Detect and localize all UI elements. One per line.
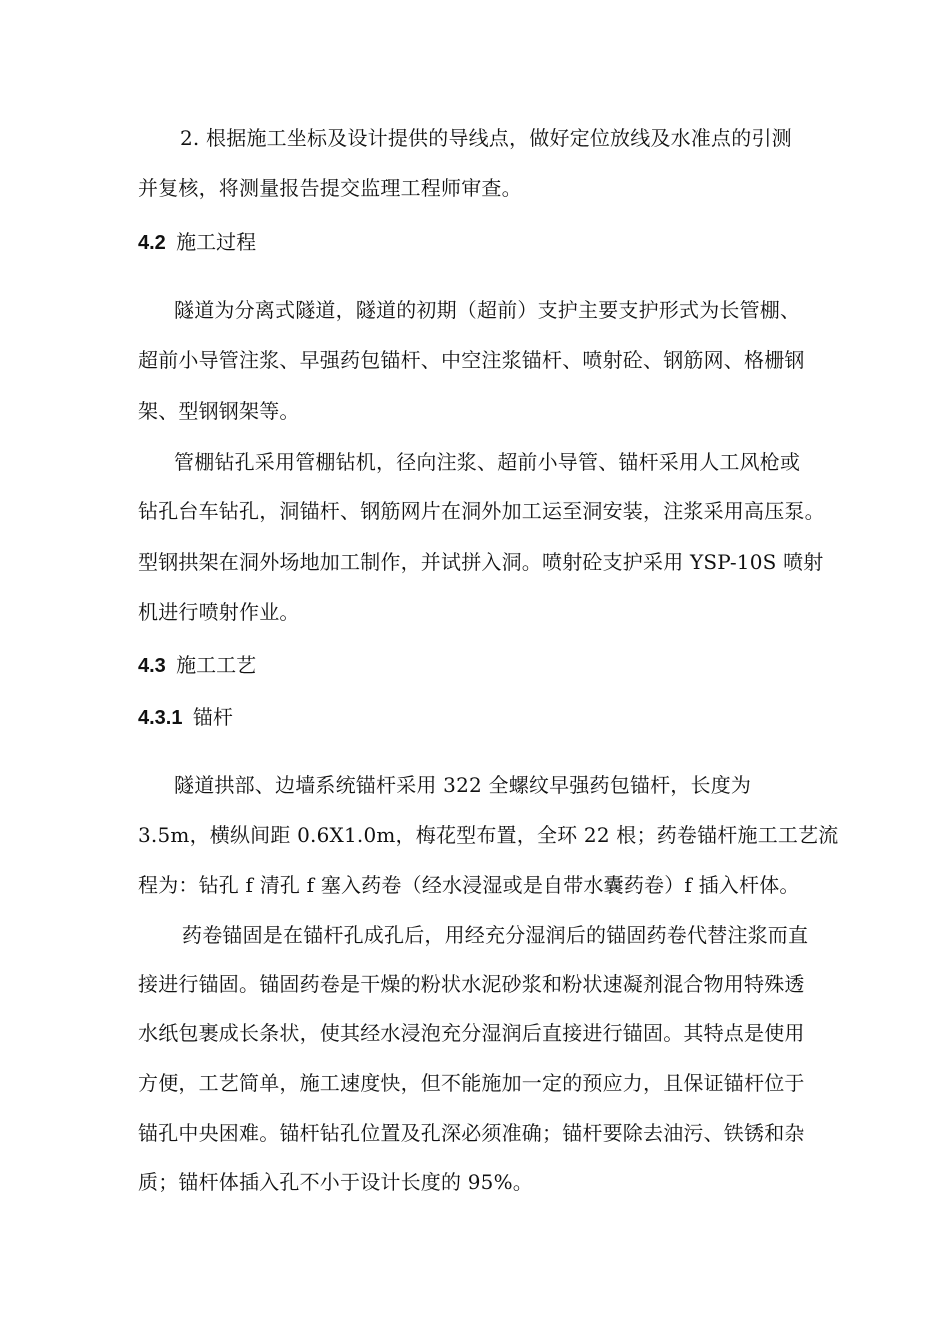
paragraph-line: 接进行锚固。锚固药卷是干燥的粉状水泥砂浆和粉状速凝剂混合物用特殊透: [138, 972, 805, 996]
intro-line-1: 2. 根据施工坐标及设计提供的导线点，做好定位放线及水准点的引测: [180, 126, 792, 150]
paragraph-line: 机进行喷射作业。: [138, 600, 300, 624]
intro-line-2: 并复核，将测量报告提交监理工程师审查。: [138, 176, 522, 200]
paragraph-line: 程为：钻孔 f 清孔 f 塞入药卷（经水浸湿或是自带水囊药卷）f 插入杆体。: [138, 873, 800, 897]
section-title: 锚杆: [192, 705, 233, 729]
paragraph-line: 型钢拱架在洞外场地加工制作，并试拼入洞。喷射砼支护采用 YSP-10S 喷射: [138, 550, 824, 574]
section-number: 4.3: [138, 655, 166, 677]
section-heading-4-2: [138, 228, 256, 257]
paragraph-line: 药卷锚固是在锚杆孔成孔后，用经充分湿润后的锚固药卷代替注浆而直: [182, 923, 809, 947]
paragraph-line: 3.5m，横纵间距 0.6X1.0m，梅花型布置，全环 22 根；药卷锚杆施工工艺流: [138, 823, 839, 847]
paragraph-line: 方便，工艺简单，施工速度快，但不能施加一定的预应力，且保证锚杆位于: [138, 1071, 805, 1095]
section-title: 施工过程: [176, 230, 257, 254]
paragraph-line: 锚孔中央困难。锚杆钻孔位置及孔深必须准确；锚杆要除去油污、铁锈和杂: [138, 1121, 805, 1145]
paragraph-line: 钻孔台车钻孔，洞锚杆、钢筋网片在洞外加工运至洞安装，注浆采用高压泵。: [138, 499, 825, 523]
paragraph-line: 水纸包裹成长条状，使其经水浸泡充分湿润后直接进行锚固。其特点是使用: [138, 1021, 805, 1045]
paragraph-line: 隧道为分离式隧道，隧道的初期（超前）支护主要支护形式为长管棚、: [174, 298, 801, 322]
paragraph-line: 架、型钢钢架等。: [138, 399, 300, 423]
paragraph-line: 超前小导管注浆、早强药包锚杆、中空注浆锚杆、喷射砼、钢筋网、格栅钢: [138, 348, 805, 372]
section-title: 施工工艺: [176, 653, 257, 677]
paragraph-line: 管棚钻孔采用管棚钻机，径向注浆、超前小导管、锚杆采用人工风枪或: [174, 450, 801, 474]
paragraph-line: 隧道拱部、边墙系统锚杆采用 322 全螺纹早强药包锚杆，长度为: [174, 773, 752, 797]
section-heading-4-3-1: [138, 703, 233, 732]
section-number: 4.2: [138, 232, 166, 254]
section-heading-4-3: [138, 651, 256, 680]
section-number: 4.3.1: [138, 707, 183, 729]
paragraph-line: 质；锚杆体插入孔不小于设计长度的 95%。: [138, 1170, 534, 1194]
